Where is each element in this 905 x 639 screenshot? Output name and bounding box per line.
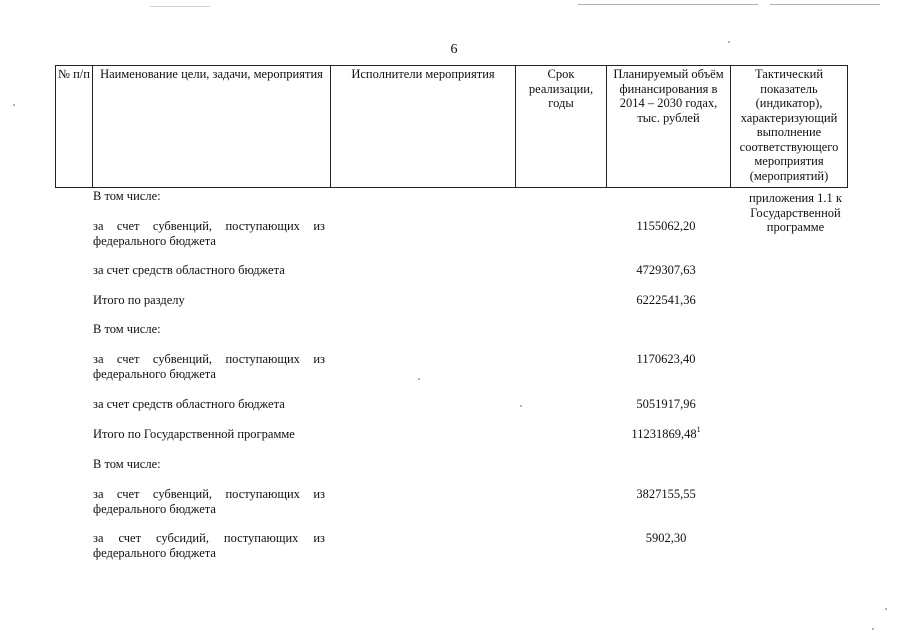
- row-amount-with-footnote: [606, 424, 726, 442]
- row-label-line1: за счет субвенций, поступающих из: [93, 352, 325, 366]
- header-indicator-column: Тактический показатель (индикатор), характеризующий выполнение соответствующего мероприятия (мероприятий): [731, 66, 848, 188]
- row-label-line2: федерального бюджета: [93, 366, 216, 381]
- row-amount: 4729307,63: [636, 263, 696, 277]
- row-amount: 1155062,20: [636, 219, 696, 233]
- row-label-line1: за счет субсидий, поступающих из: [93, 531, 325, 545]
- scan-speck: [520, 405, 522, 407]
- header-funding-column: Планируемый объём финансирования в 2014 – 2030 годах, тыс. рублей: [607, 66, 731, 188]
- row-label: В том числе:: [93, 322, 161, 336]
- row-label: за счет средств областного бюджета: [93, 397, 285, 411]
- row-amount: 6222541,36: [636, 293, 696, 307]
- scan-speck: [885, 608, 887, 610]
- indicator-note: приложения 1.1 к Государственной программе: [749, 191, 842, 234]
- row-label: В том числе:: [93, 189, 161, 203]
- row-label: Итого по разделу: [93, 293, 185, 307]
- row-label-line1: за счет субвенций, поступающих из: [93, 219, 325, 233]
- row-label: [93, 352, 325, 381]
- scan-artifact-line: [150, 6, 210, 7]
- footnote-mark: 1: [696, 424, 701, 434]
- row-amount: 3827155,55: [636, 487, 696, 501]
- scan-speck: [872, 628, 874, 630]
- row-label: [93, 487, 325, 516]
- header-name-column: Наименование цели, задачи, мероприятия: [93, 66, 331, 188]
- row-amount: 5051917,96: [636, 397, 696, 411]
- row-label: за счет средств областного бюджета: [93, 263, 285, 277]
- scan-speck: [728, 41, 730, 43]
- header-term-column: Срок реализации, годы: [516, 66, 607, 188]
- header-number-column: № п/п: [56, 66, 93, 188]
- header-executors-column: Исполнители мероприятия: [331, 66, 516, 188]
- page-number: 6: [450, 42, 458, 57]
- row-label-line1: за счет субвенций, поступающих из: [93, 487, 325, 501]
- row-amount: 1170623,40: [636, 352, 696, 366]
- scan-speck: [418, 378, 420, 380]
- row-label-line2: федерального бюджета: [93, 501, 216, 516]
- program-table-header: [55, 65, 848, 188]
- row-amount: 5902,30: [645, 531, 687, 545]
- scan-speck: [13, 104, 15, 106]
- row-label: В том числе:: [93, 457, 161, 471]
- scan-artifact-line: [770, 4, 880, 5]
- row-label: Итого по Государственной программе: [93, 427, 295, 441]
- row-label: [93, 219, 325, 248]
- row-label-line2: федерального бюджета: [93, 233, 216, 248]
- row-label-line2: федерального бюджета: [93, 545, 216, 560]
- scan-artifact-line: [578, 4, 758, 5]
- row-label: [93, 531, 325, 560]
- row-amount: 11231869,48: [631, 427, 697, 441]
